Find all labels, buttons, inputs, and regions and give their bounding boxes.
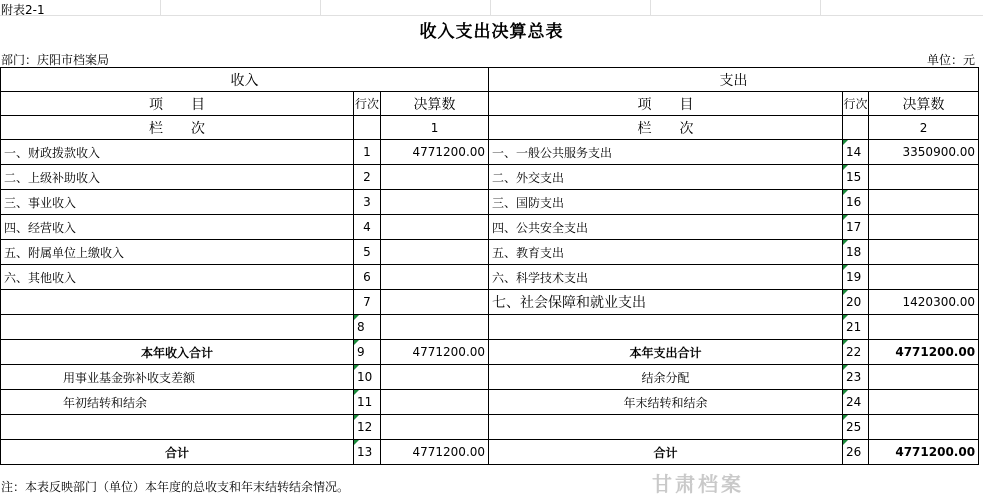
income-amount[interactable] bbox=[381, 240, 489, 265]
income-amount[interactable] bbox=[381, 165, 489, 190]
table-row bbox=[1, 265, 979, 290]
expense-amount[interactable] bbox=[869, 265, 979, 290]
expense-amount[interactable] bbox=[869, 190, 979, 215]
expense-row-no[interactable]: 19 bbox=[843, 265, 869, 290]
expense-row-no[interactable]: 20 bbox=[843, 290, 869, 315]
income-row-no[interactable]: 13 bbox=[354, 440, 381, 465]
income-amount[interactable] bbox=[381, 365, 489, 390]
expense-row-no[interactable]: 22 bbox=[843, 340, 869, 365]
income-header[interactable]: 收入 bbox=[1, 68, 489, 92]
table-row bbox=[1, 140, 979, 165]
income-amount[interactable] bbox=[381, 265, 489, 290]
expense-row-header[interactable]: 行次 bbox=[843, 92, 869, 116]
income-amount[interactable] bbox=[381, 315, 489, 340]
income-item[interactable]: 一、财政拨款收入 bbox=[1, 140, 354, 165]
expense-row-no[interactable]: 18 bbox=[843, 240, 869, 265]
table-row bbox=[1, 290, 979, 315]
summary-table bbox=[0, 67, 979, 465]
income-amount[interactable] bbox=[381, 390, 489, 415]
expense-item-header[interactable]: 项 目 bbox=[489, 92, 843, 116]
expense-total-amount[interactable]: 4771200.00 bbox=[869, 440, 979, 465]
expense-total-label[interactable]: 合计 bbox=[489, 440, 843, 465]
expense-item[interactable] bbox=[489, 315, 843, 340]
expense-item[interactable]: 七、社会保障和就业支出 bbox=[489, 290, 843, 315]
income-total-amount[interactable]: 4771200.00 bbox=[381, 440, 489, 465]
sheet-label: 附表2-1 bbox=[1, 3, 45, 17]
watermark: 甘肃档案 bbox=[652, 472, 744, 496]
expense-row-no[interactable]: 14 bbox=[843, 140, 869, 165]
income-item[interactable]: 四、经营收入 bbox=[1, 215, 354, 240]
department-label: 部门：庆阳市档案局 bbox=[1, 53, 110, 67]
income-column-number[interactable]: 1 bbox=[381, 116, 489, 140]
income-subtotal-label[interactable]: 本年收入合计 bbox=[1, 340, 354, 365]
income-amount[interactable] bbox=[381, 290, 489, 315]
expense-item[interactable] bbox=[489, 415, 843, 440]
income-subtotal-amount[interactable]: 4771200.00 bbox=[381, 340, 489, 365]
table-row bbox=[1, 315, 979, 340]
income-row-no[interactable]: 6 bbox=[354, 265, 381, 290]
expense-amount[interactable] bbox=[869, 165, 979, 190]
expense-row-no[interactable]: 15 bbox=[843, 165, 869, 190]
income-amount[interactable] bbox=[381, 215, 489, 240]
expense-item[interactable]: 一、一般公共服务支出 bbox=[489, 140, 843, 165]
income-amount[interactable]: 4771200.00 bbox=[381, 140, 489, 165]
expense-header[interactable]: 支出 bbox=[489, 68, 979, 92]
expense-lanci-empty[interactable] bbox=[843, 116, 869, 140]
expense-subtotal-amount[interactable]: 4771200.00 bbox=[869, 340, 979, 365]
expense-row-no[interactable]: 26 bbox=[843, 440, 869, 465]
income-item[interactable]: 三、事业收入 bbox=[1, 190, 354, 215]
income-row-no[interactable]: 11 bbox=[354, 390, 381, 415]
table-row bbox=[1, 215, 979, 240]
table-row bbox=[1, 190, 979, 215]
expense-amount[interactable] bbox=[869, 215, 979, 240]
income-item-header[interactable]: 项 目 bbox=[1, 92, 354, 116]
expense-amount[interactable]: 1420300.00 bbox=[869, 290, 979, 315]
income-row-header[interactable]: 行次 bbox=[354, 92, 381, 116]
income-lanci-label[interactable]: 栏 次 bbox=[1, 116, 354, 140]
table-row bbox=[1, 340, 979, 365]
expense-item[interactable]: 六、科学技术支出 bbox=[489, 265, 843, 290]
income-row-no[interactable]: 3 bbox=[354, 190, 381, 215]
expense-amount[interactable] bbox=[869, 390, 979, 415]
income-item[interactable]: 用事业基金弥补收支差额 bbox=[1, 365, 354, 390]
income-row-no[interactable]: 7 bbox=[354, 290, 381, 315]
table-row bbox=[1, 365, 979, 390]
expense-row-no[interactable]: 25 bbox=[843, 415, 869, 440]
expense-row-no[interactable]: 23 bbox=[843, 365, 869, 390]
expense-item[interactable]: 二、外交支出 bbox=[489, 165, 843, 190]
income-amount-header[interactable]: 决算数 bbox=[381, 92, 489, 116]
income-item[interactable]: 年初结转和结余 bbox=[1, 390, 354, 415]
expense-item[interactable]: 年末结转和结余 bbox=[489, 390, 843, 415]
expense-row-no[interactable]: 16 bbox=[843, 190, 869, 215]
income-total-label[interactable]: 合计 bbox=[1, 440, 354, 465]
expense-item[interactable]: 四、公共安全支出 bbox=[489, 215, 843, 240]
income-item[interactable]: 二、上级补助收入 bbox=[1, 165, 354, 190]
income-lanci-empty[interactable] bbox=[354, 116, 381, 140]
table-row bbox=[1, 165, 979, 190]
income-row-no[interactable]: 9 bbox=[354, 340, 381, 365]
expense-item[interactable]: 结余分配 bbox=[489, 365, 843, 390]
expense-lanci-label[interactable]: 栏 次 bbox=[489, 116, 843, 140]
footnote: 注：本表反映部门（单位）本年度的总收支和年末结转结余情况。 bbox=[1, 480, 350, 494]
income-item[interactable] bbox=[1, 290, 354, 315]
expense-row-no[interactable]: 17 bbox=[843, 215, 869, 240]
income-amount[interactable] bbox=[381, 190, 489, 215]
income-item[interactable] bbox=[1, 415, 354, 440]
table-row bbox=[1, 440, 979, 465]
expense-amount[interactable] bbox=[869, 240, 979, 265]
income-row-no[interactable]: 5 bbox=[354, 240, 381, 265]
income-amount[interactable] bbox=[381, 415, 489, 440]
income-row-no[interactable]: 4 bbox=[354, 215, 381, 240]
income-row-no[interactable]: 2 bbox=[354, 165, 381, 190]
expense-subtotal-label[interactable]: 本年支出合计 bbox=[489, 340, 843, 365]
table-row bbox=[1, 390, 979, 415]
expense-amount[interactable] bbox=[869, 315, 979, 340]
table-row bbox=[1, 240, 979, 265]
income-row-no[interactable]: 10 bbox=[354, 365, 381, 390]
expense-item[interactable]: 五、教育支出 bbox=[489, 240, 843, 265]
page-title: 收入支出决算总表 bbox=[419, 22, 564, 42]
income-item[interactable] bbox=[1, 315, 354, 340]
income-row-no[interactable]: 12 bbox=[354, 415, 381, 440]
income-item[interactable]: 五、附属单位上缴收入 bbox=[1, 240, 354, 265]
unit-label: 单位：元 bbox=[926, 53, 975, 67]
expense-amount[interactable]: 3350900.00 bbox=[869, 140, 979, 165]
table-row bbox=[1, 415, 979, 440]
income-row-no[interactable]: 1 bbox=[354, 140, 381, 165]
expense-amount[interactable] bbox=[869, 365, 979, 390]
expense-amount-header[interactable]: 决算数 bbox=[869, 92, 979, 116]
income-item[interactable]: 六、其他收入 bbox=[1, 265, 354, 290]
expense-row-no[interactable]: 21 bbox=[843, 315, 869, 340]
income-row-no[interactable]: 8 bbox=[354, 315, 381, 340]
expense-column-number[interactable]: 2 bbox=[869, 116, 979, 140]
expense-row-no[interactable]: 24 bbox=[843, 390, 869, 415]
expense-amount[interactable] bbox=[869, 415, 979, 440]
expense-item[interactable]: 三、国防支出 bbox=[489, 190, 843, 215]
